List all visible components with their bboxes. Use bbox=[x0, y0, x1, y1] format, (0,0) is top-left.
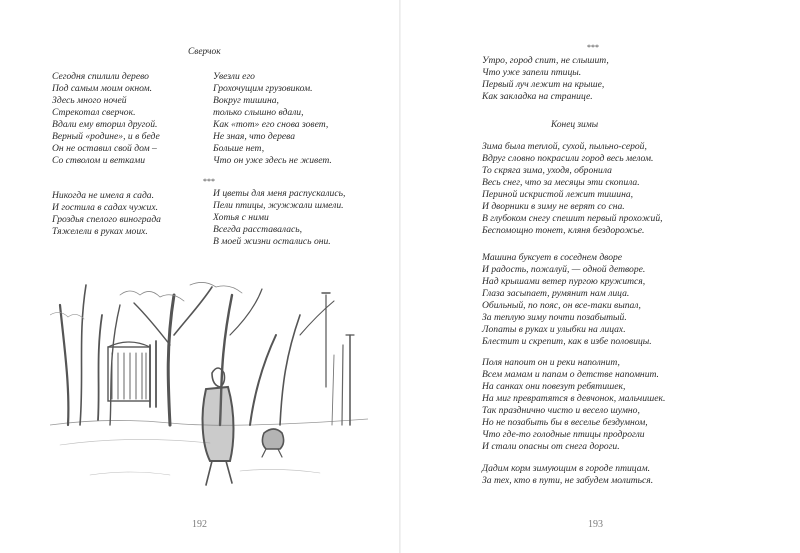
poem-line: Больше нет, bbox=[213, 143, 265, 154]
poem-line: только слышно вдали, bbox=[213, 107, 304, 118]
separator-stars: *** bbox=[203, 177, 215, 186]
separator-stars: *** bbox=[587, 43, 599, 52]
poem-line: Под самым моим окном. bbox=[52, 83, 153, 94]
poem-line: Над крышами ветер пургою кружится, bbox=[482, 276, 646, 287]
poem-line: Верный «родине», и в беде bbox=[52, 131, 160, 142]
right-stanza3 bbox=[482, 357, 665, 453]
poem-line: Беспомощно тонет, кляня бездорожье. bbox=[482, 225, 645, 236]
poem-line: Не зная, что дерева bbox=[213, 131, 296, 142]
left-col2-stanza1 bbox=[213, 71, 332, 167]
right-stanza1 bbox=[482, 141, 663, 237]
right-stanza2 bbox=[482, 252, 652, 348]
poem-line: Никогда не имела я сада. bbox=[52, 190, 154, 201]
right-stanza4 bbox=[482, 463, 653, 487]
poem-line: Всем мамам и папам о детстве напомнит. bbox=[482, 369, 659, 380]
page-number-left: 192 bbox=[192, 519, 207, 530]
poem-line: Весь снег, что за месяцы эти скопила. bbox=[482, 177, 640, 188]
poem-line: Всегда расставалась, bbox=[213, 224, 303, 235]
left-col1-stanza2 bbox=[52, 190, 161, 238]
poem-line: Вдруг словно покрасили город весь мелом. bbox=[482, 153, 654, 164]
poem-line: Что он уже здесь не живет. bbox=[213, 155, 332, 166]
poem-line: Что уже запели птицы. bbox=[482, 67, 582, 78]
poem-line: Блестит и скрепит, как в избе половицы. bbox=[482, 336, 652, 347]
poem-line: Гроздья спелого винограда bbox=[52, 214, 161, 225]
poem-line: Первый луч лежит на крыше, bbox=[482, 79, 605, 90]
poem-line: И цветы для меня распускались, bbox=[213, 188, 346, 199]
poem-title: Конец зимы bbox=[551, 120, 599, 130]
poem-line: Так празднично чисто и весело шумно, bbox=[482, 405, 640, 416]
poem-line: Поля напоит он и реки наполнит, bbox=[482, 357, 620, 368]
poem-line: Как «тот» его снова зовет, bbox=[213, 119, 329, 130]
left-col1-stanza1 bbox=[52, 71, 160, 167]
poem-line: Он не оставил свой дом – bbox=[52, 143, 157, 154]
poem-line: На миг превратятся в девчонок, мальчишек. bbox=[482, 393, 666, 404]
poem-line: То скрягa зима, уходя, обронила bbox=[482, 165, 612, 176]
winter-park-illustration bbox=[50, 275, 368, 496]
poem-line: Хотья с ними bbox=[213, 212, 269, 223]
poem-line: Сегодня спилили дерево bbox=[52, 71, 149, 82]
poem-line: В моей жизни остались они. bbox=[213, 236, 331, 247]
poem-line: Но не позабыть бы в веселье бездумном, bbox=[482, 417, 648, 428]
poem-line: Вдали ему вторил другой. bbox=[52, 119, 158, 130]
right-poem1 bbox=[482, 55, 609, 103]
poem-line: Что где-то голодные птицы продрогли bbox=[482, 429, 645, 440]
poem-line: Обильный, по пояс, он все-таки выпал, bbox=[482, 300, 641, 311]
poem-line: Грохочущим грузовиком. bbox=[213, 83, 313, 94]
poem-line: Утро, город спит, не слышит, bbox=[482, 55, 609, 66]
poem-title: Сверчок bbox=[188, 47, 221, 57]
poem-line: И стали опасны от снега дороги. bbox=[482, 441, 620, 452]
poem-line: Увезли его bbox=[213, 71, 255, 82]
poem-line: За теплую зиму почти позабытый. bbox=[482, 312, 627, 323]
left-col2-stanza2 bbox=[213, 188, 345, 248]
poem-line: Здесь много ночей bbox=[52, 95, 127, 106]
poem-line: Периной искристой лежит тишина, bbox=[482, 189, 634, 200]
poem-line: За тех, кто в пути, не забудем молиться. bbox=[482, 475, 654, 486]
poem-line: Пели птицы, жужжали шмели. bbox=[213, 200, 344, 211]
page-number-right: 193 bbox=[588, 519, 603, 530]
poem-line: Вокруг тишина, bbox=[213, 95, 279, 106]
poem-line: Как закладка на странице. bbox=[482, 91, 593, 102]
poem-line: Зима была теплой, сухой, пыльно-серой, bbox=[482, 141, 647, 152]
poem-line: Тяжелели в руках моих. bbox=[52, 226, 148, 237]
poem-line: В глубоком снегу спешит первый прохожий, bbox=[482, 213, 663, 224]
page-fold bbox=[399, 0, 401, 553]
poem-line: И гостила в садах чужих. bbox=[52, 202, 158, 213]
poem-line: Стрекотал сверчок. bbox=[52, 107, 136, 118]
poem-line: Лопаты в руках и улыбки на лицах. bbox=[482, 324, 626, 335]
poem-line: И радость, пожалуй, — одной детворе. bbox=[482, 264, 646, 275]
poem-line: Машина буксует в соседнем дворе bbox=[482, 252, 623, 263]
poem-line: И дворники в зиму не верят со сна. bbox=[482, 201, 625, 212]
poem-line: Дадим корм зимующим в городе птицам. bbox=[482, 463, 651, 474]
poem-line: На санках они повезут ребятишек, bbox=[482, 381, 626, 392]
poem-line: Со стволом и ветками bbox=[52, 155, 146, 166]
poem-line: Глаза засыпает, румянит нам лица. bbox=[482, 288, 630, 299]
